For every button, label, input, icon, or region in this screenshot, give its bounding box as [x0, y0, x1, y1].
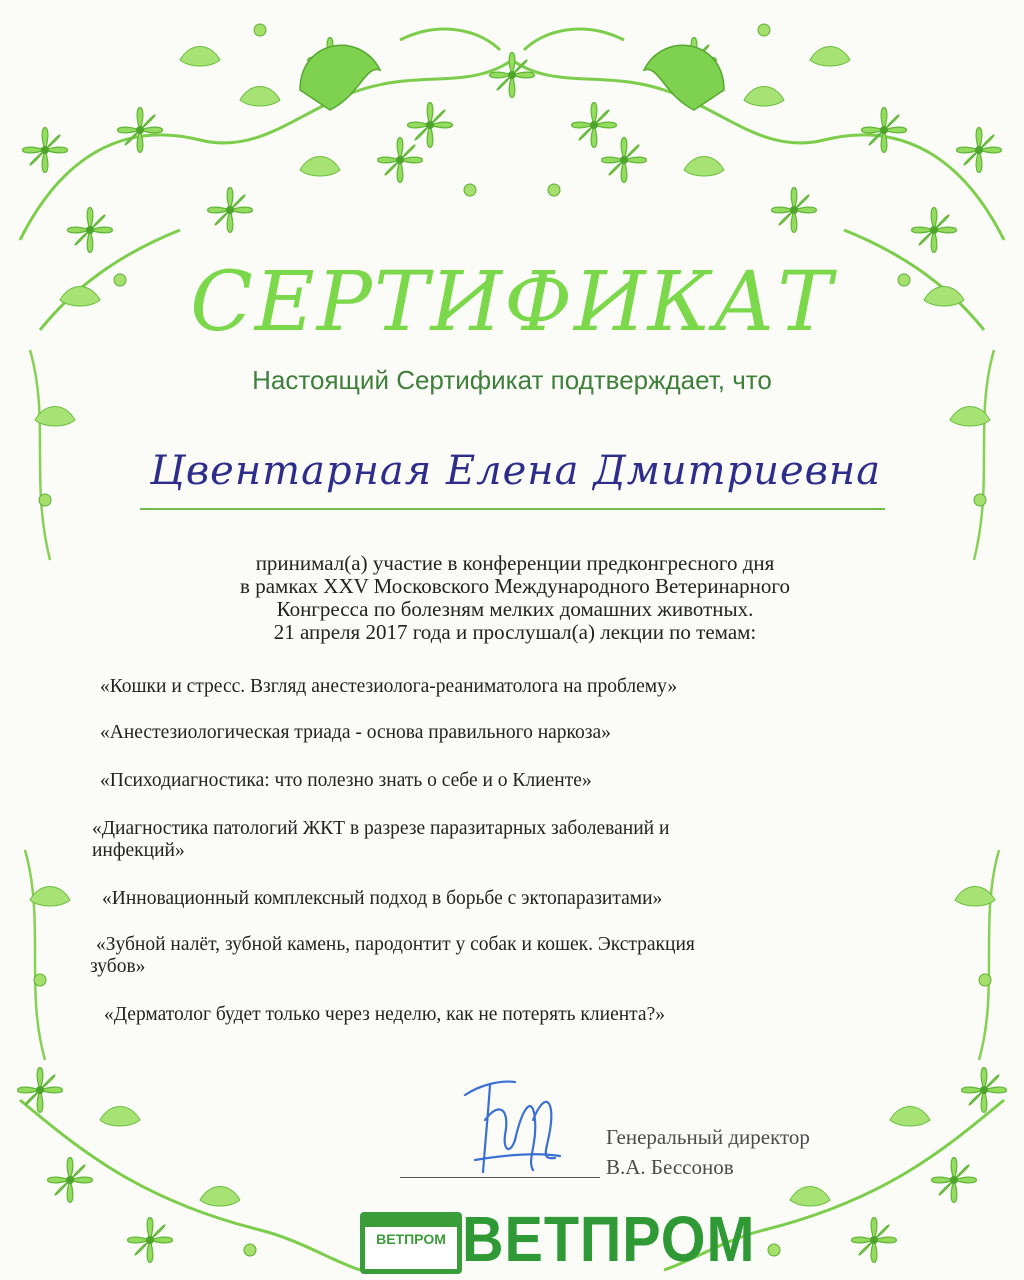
name-underline — [140, 508, 885, 510]
lecture-line: «Диагностика патологий ЖКТ в разрезе паразитарных заболеваний и — [92, 818, 670, 839]
lecture-line: «Дерматолог будет только через неделю, как не потерять клиента?» — [104, 1004, 665, 1025]
intro-line: 21 апреля 2017 года и прослушал(а) лекции по темам: — [273, 620, 757, 644]
recipient-name: Цвентарная Елена Дмитриевна — [150, 448, 882, 494]
signatory-title: Генеральный директор — [606, 1125, 810, 1149]
company-logo-badge — [360, 1212, 462, 1274]
lecture-item — [102, 888, 662, 910]
intro-line: принимал(а) участие в конференции предконгресного дня — [255, 551, 775, 575]
lecture-line: «Кошки и стресс. Взгляд анестезиолога-реаниматолога на проблему» — [100, 676, 678, 697]
lecture-item — [104, 1004, 665, 1026]
lecture-line: «Инновационный комплексный подход в борьбе с эктопаразитами» — [102, 888, 663, 909]
lecture-line: инфекций» — [92, 840, 185, 861]
certificate-title: СЕРТИФИКАТ — [190, 255, 834, 350]
lecture-item — [90, 934, 695, 978]
lecture-item — [92, 818, 669, 862]
lecture-item — [100, 676, 677, 698]
signatory-name: В.А. Бессонов — [606, 1155, 734, 1179]
lecture-line: «Анестезиологическая триада - основа правильного наркоза» — [100, 722, 611, 743]
signatory-block — [606, 1122, 810, 1182]
certificate-subtitle: Настоящий Сертификат подтверждает, что — [252, 365, 772, 395]
lecture-item — [100, 770, 592, 792]
signature-icon — [455, 1060, 565, 1180]
lecture-item — [100, 722, 611, 744]
lecture-line: зубов» — [90, 956, 146, 977]
signature-line — [400, 1177, 600, 1178]
intro-text — [100, 552, 930, 644]
lecture-line: «Зубной налёт, зубной камень, пародонтит у собак и кошек. Экстракция — [96, 934, 695, 955]
lecture-line: «Психодиагностика: что полезно знать о себе и о Клиенте» — [100, 770, 592, 791]
intro-line: в рамках XXV Московского Международного Ветеринарного — [240, 574, 790, 598]
intro-line: Конгресса по болезням мелких домашних животных. — [276, 597, 754, 621]
logo-badge-text: ВЕТПРОМ — [376, 1231, 446, 1247]
company-logo-text: ВЕТПРОМ — [462, 1203, 756, 1275]
